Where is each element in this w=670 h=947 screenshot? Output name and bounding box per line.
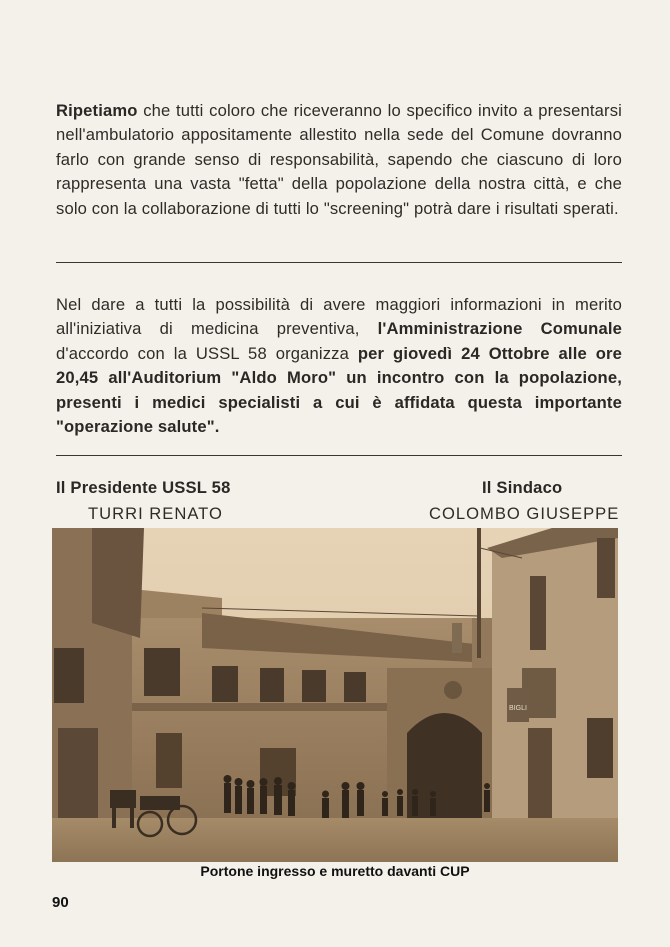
historic-photo xyxy=(52,528,618,862)
paragraph-administration: l'Amministrazione Comunale xyxy=(377,319,622,339)
divider-line xyxy=(56,455,622,456)
paragraph-lead: Ripetiamo xyxy=(56,101,138,120)
signature-title-mayor: Il Sindaco xyxy=(482,478,563,497)
page-number: 90 xyxy=(52,894,69,911)
paragraph-intro: Nel dare a tutti la possibilità di avere maggiori informazioni in merito all'iniziativa di medicina preventiva, xyxy=(56,295,622,339)
paragraph-middle: d'accordo con la USSL 58 organizza xyxy=(56,343,358,363)
signature-name-mayor: COLOMBO GIUSEPPE xyxy=(429,504,620,523)
divider-line xyxy=(56,262,622,263)
paragraph-body: che tutti coloro che riceveranno lo specifico invito a presentarsi nell'ambulatorio appositamente allestito nella sede del Comune dovranno farlo con grande senso di responsabilità, sapendo che ciascuno di loro rappresenta una vasta "fetta" della popolazione della nostra città, e che solo con la collaborazione di tutti lo "screening" potrà dare i risultati sperati. xyxy=(56,101,622,218)
paragraph-event-details: per giovedì 24 Ottobre alle ore 20,45 all'Auditorium "Aldo Moro" un incontro con la popolazione, presenti i medici specialisti a cui è affidata questa importante "operazione salute". xyxy=(56,343,622,437)
paragraph-meeting xyxy=(56,293,622,439)
paragraph-screening xyxy=(56,99,622,221)
signature-title-president: Il Presidente USSL 58 xyxy=(56,478,231,497)
photo-caption: Portone ingresso e muretto davanti CUP xyxy=(200,863,470,879)
historic-street-photo xyxy=(52,528,618,862)
signature-name-president: TURRI RENATO xyxy=(88,504,223,523)
shop-sign-text: BIGLI xyxy=(509,705,527,712)
